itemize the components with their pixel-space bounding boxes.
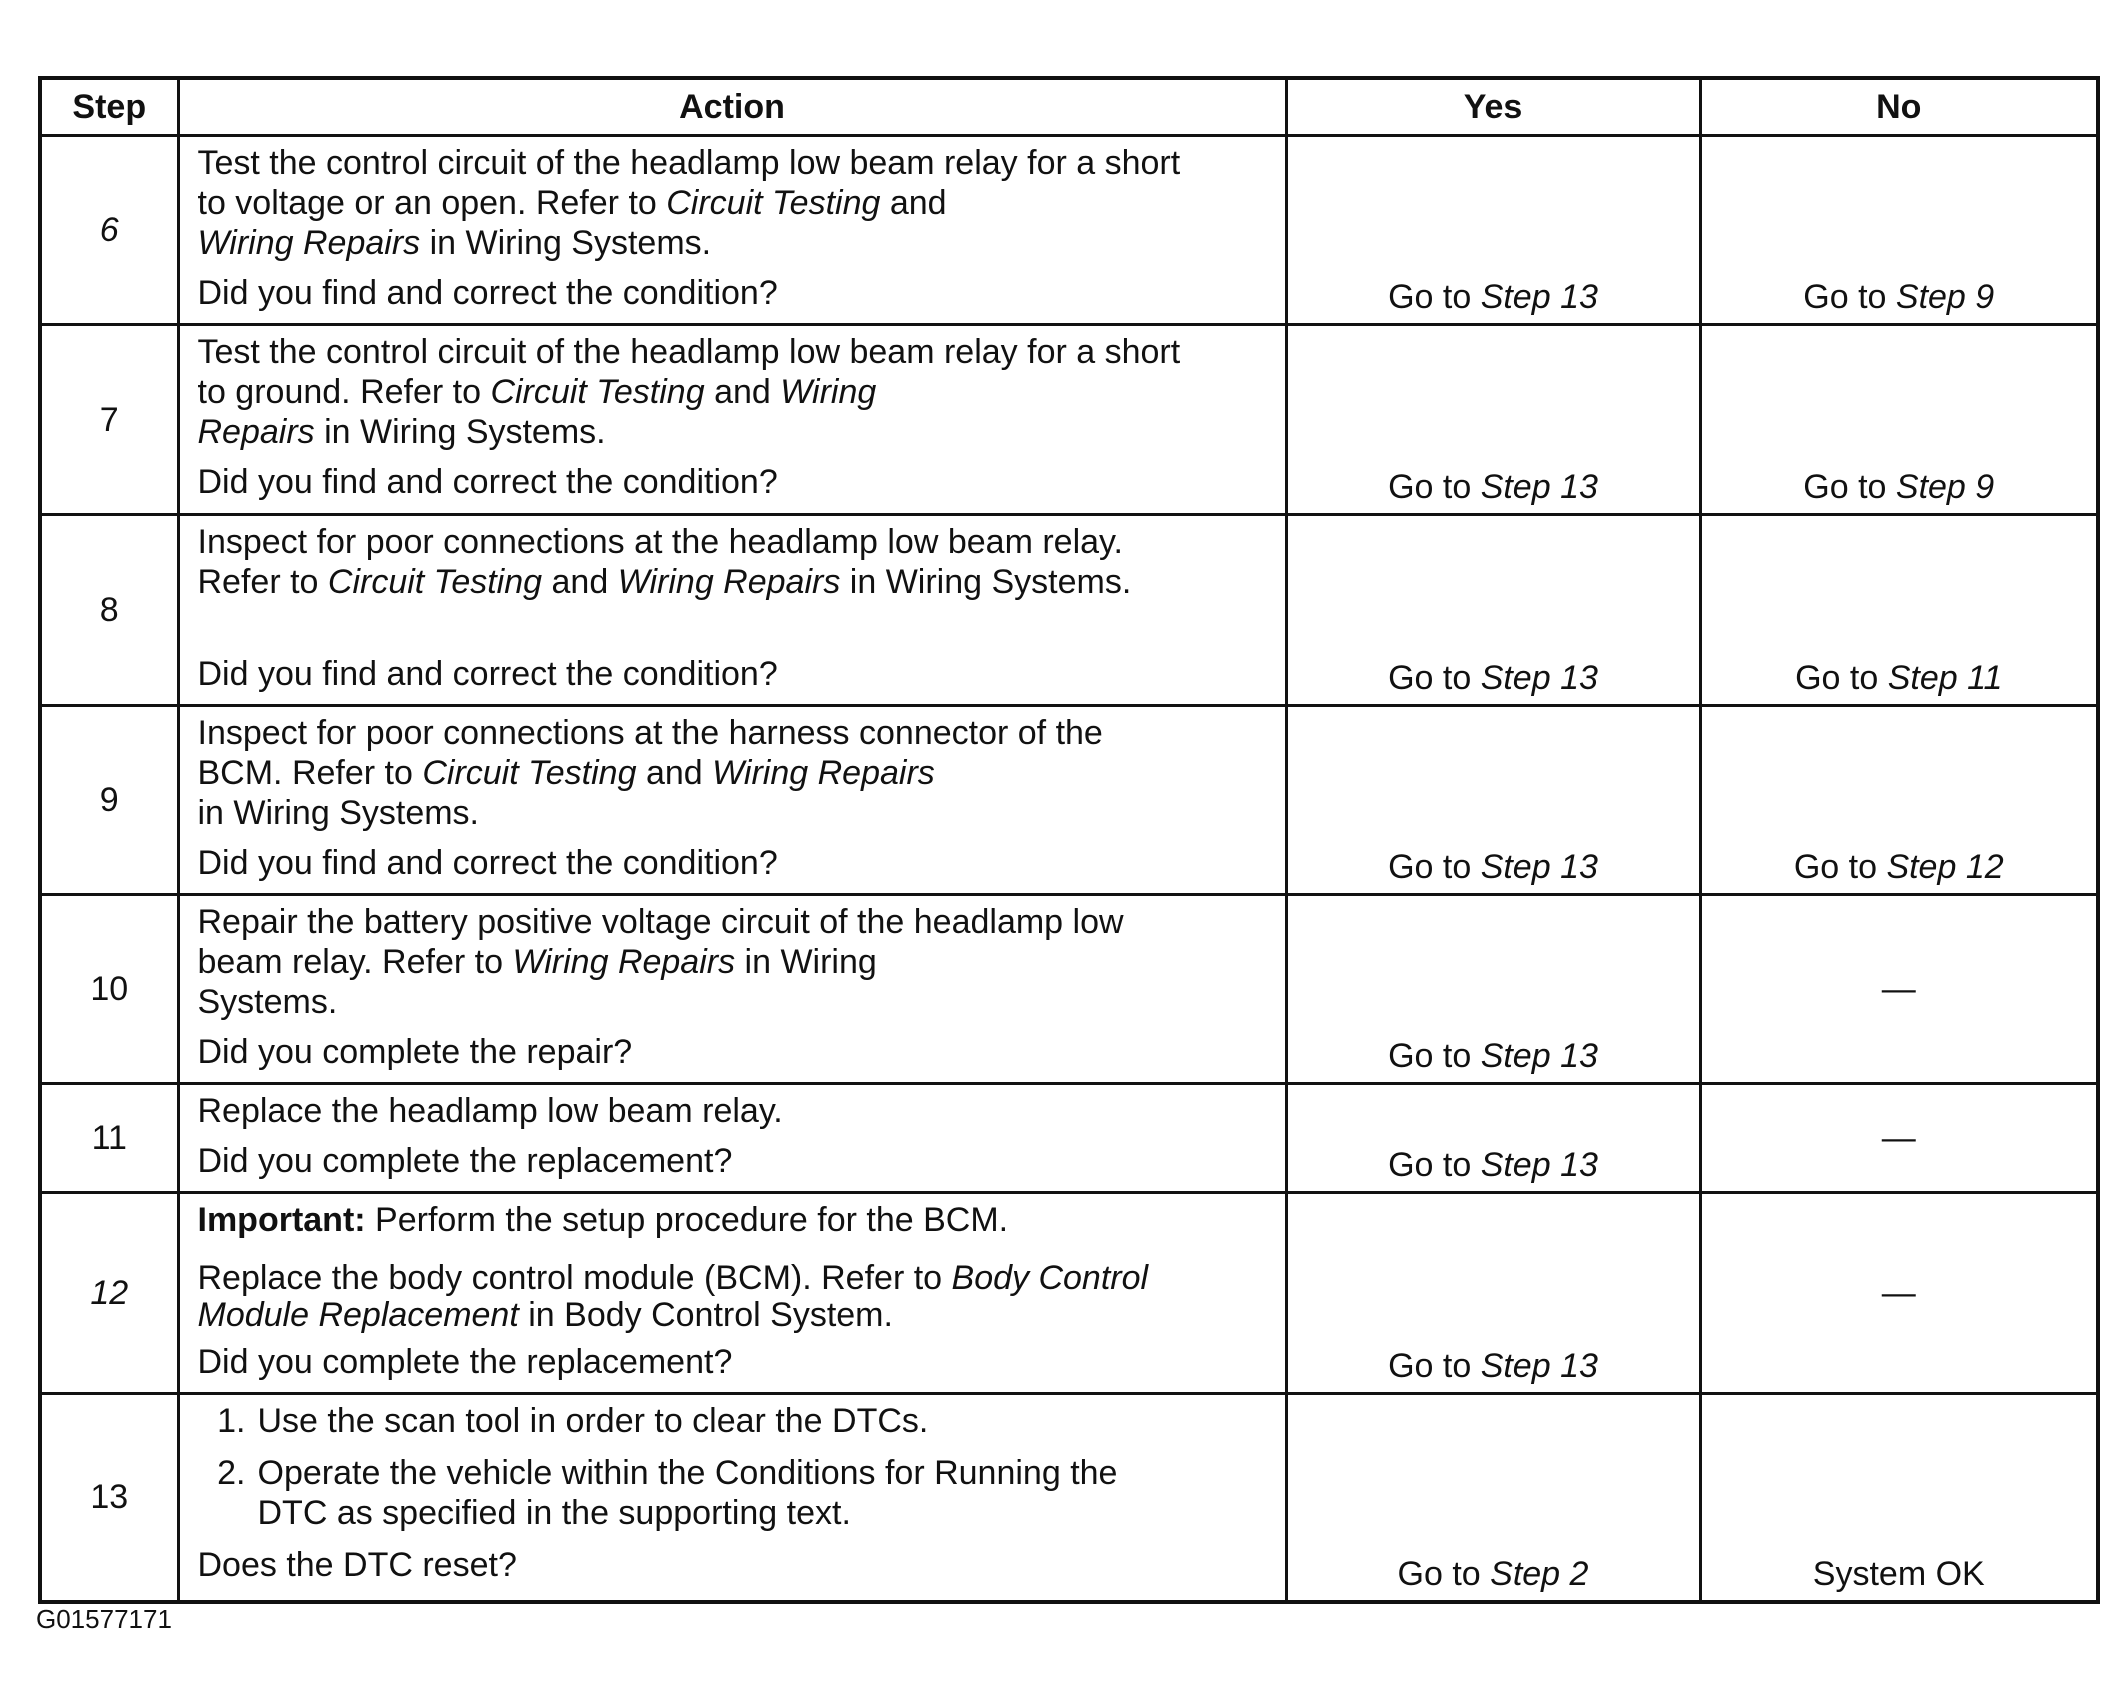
action-cell — [178, 895, 1286, 1084]
yes-cell — [1286, 1193, 1700, 1394]
table-row — [40, 706, 2098, 895]
no-prefix: Go to — [1795, 659, 1888, 697]
header-action: Action — [178, 78, 1286, 136]
action-text: Test the control circuit of the headlamp low beam relay for a short — [197, 144, 1181, 182]
yes-cell — [1286, 1084, 1700, 1193]
list-number: 1. — [217, 1402, 246, 1440]
action-text: Systems. — [197, 983, 338, 1021]
action-text: in Body Control System. — [518, 1296, 893, 1334]
action-text: Refer to — [197, 563, 328, 601]
question: Did you complete the repair? — [197, 1033, 633, 1071]
no-cell — [1700, 136, 2098, 325]
header-yes: Yes — [1286, 78, 1700, 136]
no-cell — [1700, 1193, 2098, 1394]
yes-step-link: Step 13 — [1480, 1146, 1598, 1184]
action-text: beam relay. Refer to — [197, 943, 513, 981]
yes-prefix: Go to — [1388, 1146, 1481, 1184]
important-text: Perform the setup procedure for the BCM. — [365, 1201, 1009, 1239]
question: Did you find and correct the condition? — [197, 463, 778, 501]
yes-cell — [1286, 325, 1700, 515]
step-number: 11 — [40, 1084, 178, 1193]
yes-cell — [1286, 515, 1700, 706]
yes-step-link: Step 13 — [1480, 848, 1598, 886]
action-text: in Wiring Systems. — [420, 224, 712, 262]
action-text: and — [880, 184, 947, 222]
no-cell — [1700, 325, 2098, 515]
step-number: 6 — [40, 136, 178, 325]
no-cell — [1700, 515, 2098, 706]
no-step-link: Step 12 — [1886, 848, 2004, 886]
figure-caption: G01577171 — [36, 1604, 172, 1634]
no-step-link: Step 11 — [1887, 659, 2003, 697]
action-text: Replace the body control module (BCM). Refer to — [197, 1259, 952, 1297]
reference-link: Repairs — [197, 413, 315, 451]
header-no: No — [1700, 78, 2098, 136]
action-text: Replace the headlamp low beam relay. — [197, 1092, 783, 1130]
action-cell — [178, 1394, 1286, 1602]
reference-link: Wiring — [780, 373, 877, 411]
step-number: 8 — [40, 515, 178, 706]
question: Did you find and correct the condition? — [197, 655, 778, 693]
no-dash: — — [1881, 1274, 1916, 1312]
step-number: 9 — [40, 706, 178, 895]
no-cell — [1700, 895, 2098, 1084]
yes-prefix: Go to — [1388, 659, 1481, 697]
question: Did you complete the replacement? — [197, 1142, 733, 1180]
step-number: 7 — [40, 325, 178, 515]
no-cell — [1700, 1394, 2098, 1602]
table-row — [40, 1394, 2098, 1602]
question: Did you find and correct the condition? — [197, 844, 778, 882]
yes-step-link: Step 13 — [1480, 1037, 1598, 1075]
yes-prefix: Go to — [1388, 1347, 1481, 1385]
table-row — [40, 515, 2098, 706]
yes-step-link: Step 13 — [1480, 278, 1598, 316]
no-prefix: Go to — [1803, 468, 1896, 506]
action-cell — [178, 1193, 1286, 1394]
yes-step-link: Step 13 — [1480, 659, 1598, 697]
action-text: in Wiring — [735, 943, 877, 981]
list-text: Operate the vehicle within the Conditions for Running the — [257, 1454, 1118, 1492]
yes-prefix: Go to — [1388, 848, 1481, 886]
action-cell — [178, 515, 1286, 706]
no-cell — [1700, 1084, 2098, 1193]
action-text: Repair the battery positive voltage circuit of the headlamp low — [197, 903, 1124, 941]
yes-prefix: Go to — [1388, 278, 1481, 316]
question: Did you find and correct the condition? — [197, 274, 778, 312]
numbered-list — [188, 1401, 1271, 1533]
action-text: BCM. Refer to — [197, 754, 423, 792]
no-prefix: Go to — [1803, 278, 1896, 316]
no-prefix: Go to — [1793, 848, 1887, 886]
yes-cell — [1286, 706, 1700, 895]
action-cell — [178, 325, 1286, 515]
table-row — [40, 1084, 2098, 1193]
reference-link: Circuit Testing — [490, 373, 705, 411]
action-cell — [178, 706, 1286, 895]
no-dash: — — [1881, 970, 1916, 1008]
list-item — [188, 1453, 1271, 1533]
list-number: 2. — [217, 1454, 246, 1492]
reference-link: Circuit Testing — [666, 184, 881, 222]
question: Does the DTC reset? — [197, 1546, 517, 1584]
no-step-link: Step 9 — [1895, 468, 1995, 506]
action-text: Inspect for poor connections at the headlamp low beam relay. — [197, 523, 1123, 561]
important-label: Important: — [197, 1201, 366, 1239]
no-cell — [1700, 706, 2098, 895]
action-text: to ground. Refer to — [197, 373, 491, 411]
reference-link: Module Replacement — [197, 1296, 519, 1334]
no-dash: — — [1881, 1119, 1916, 1157]
action-text: in Wiring Systems. — [840, 563, 1132, 601]
reference-link: Wiring Repairs — [512, 943, 736, 981]
reference-link: Wiring Repairs — [197, 224, 421, 262]
yes-cell — [1286, 136, 1700, 325]
list-item — [188, 1401, 1271, 1441]
action-text: and — [636, 754, 713, 792]
action-cell — [178, 136, 1286, 325]
yes-prefix: Go to — [1397, 1554, 1491, 1593]
list-text: DTC as specified in the supporting text. — [257, 1494, 851, 1532]
action-text: and — [704, 373, 781, 411]
table-row — [40, 325, 2098, 515]
action-text: Test the control circuit of the headlamp low beam relay for a short — [197, 333, 1181, 371]
table-header-row — [40, 78, 2098, 136]
table-row — [40, 136, 2098, 325]
action-text: Inspect for poor connections at the harness connector of the — [197, 714, 1103, 752]
action-text: in Wiring Systems. — [314, 413, 606, 451]
list-text: Use the scan tool in order to clear the DTCs. — [257, 1402, 929, 1440]
step-number: 10 — [40, 895, 178, 1084]
action-text: to voltage or an open. Refer to — [197, 184, 667, 222]
reference-link: Circuit Testing — [327, 563, 543, 601]
reference-link: Wiring Repairs — [712, 754, 935, 792]
action-text: in Wiring Systems. — [197, 794, 479, 832]
yes-step-link: Step 13 — [1480, 468, 1598, 506]
table-row — [40, 1193, 2098, 1394]
step-number: 13 — [40, 1394, 178, 1602]
no-result: System OK — [1812, 1554, 1985, 1593]
reference-link: Circuit Testing — [422, 754, 637, 792]
question: Did you complete the replacement? — [197, 1343, 733, 1381]
action-cell — [178, 1084, 1286, 1193]
reference-link: Wiring Repairs — [617, 563, 841, 601]
yes-cell — [1286, 1394, 1700, 1602]
yes-step-link: Step 13 — [1480, 1347, 1598, 1385]
yes-step-link: Step 2 — [1490, 1554, 1589, 1593]
yes-prefix: Go to — [1388, 468, 1481, 506]
reference-link: Body Control — [951, 1259, 1149, 1297]
header-step: Step — [40, 78, 178, 136]
diagnostic-table — [38, 76, 2100, 1604]
no-step-link: Step 9 — [1895, 278, 1995, 316]
yes-cell — [1286, 895, 1700, 1084]
action-text: and — [542, 563, 618, 601]
table-row — [40, 895, 2098, 1084]
yes-prefix: Go to — [1388, 1037, 1481, 1075]
step-number: 12 — [40, 1193, 178, 1394]
